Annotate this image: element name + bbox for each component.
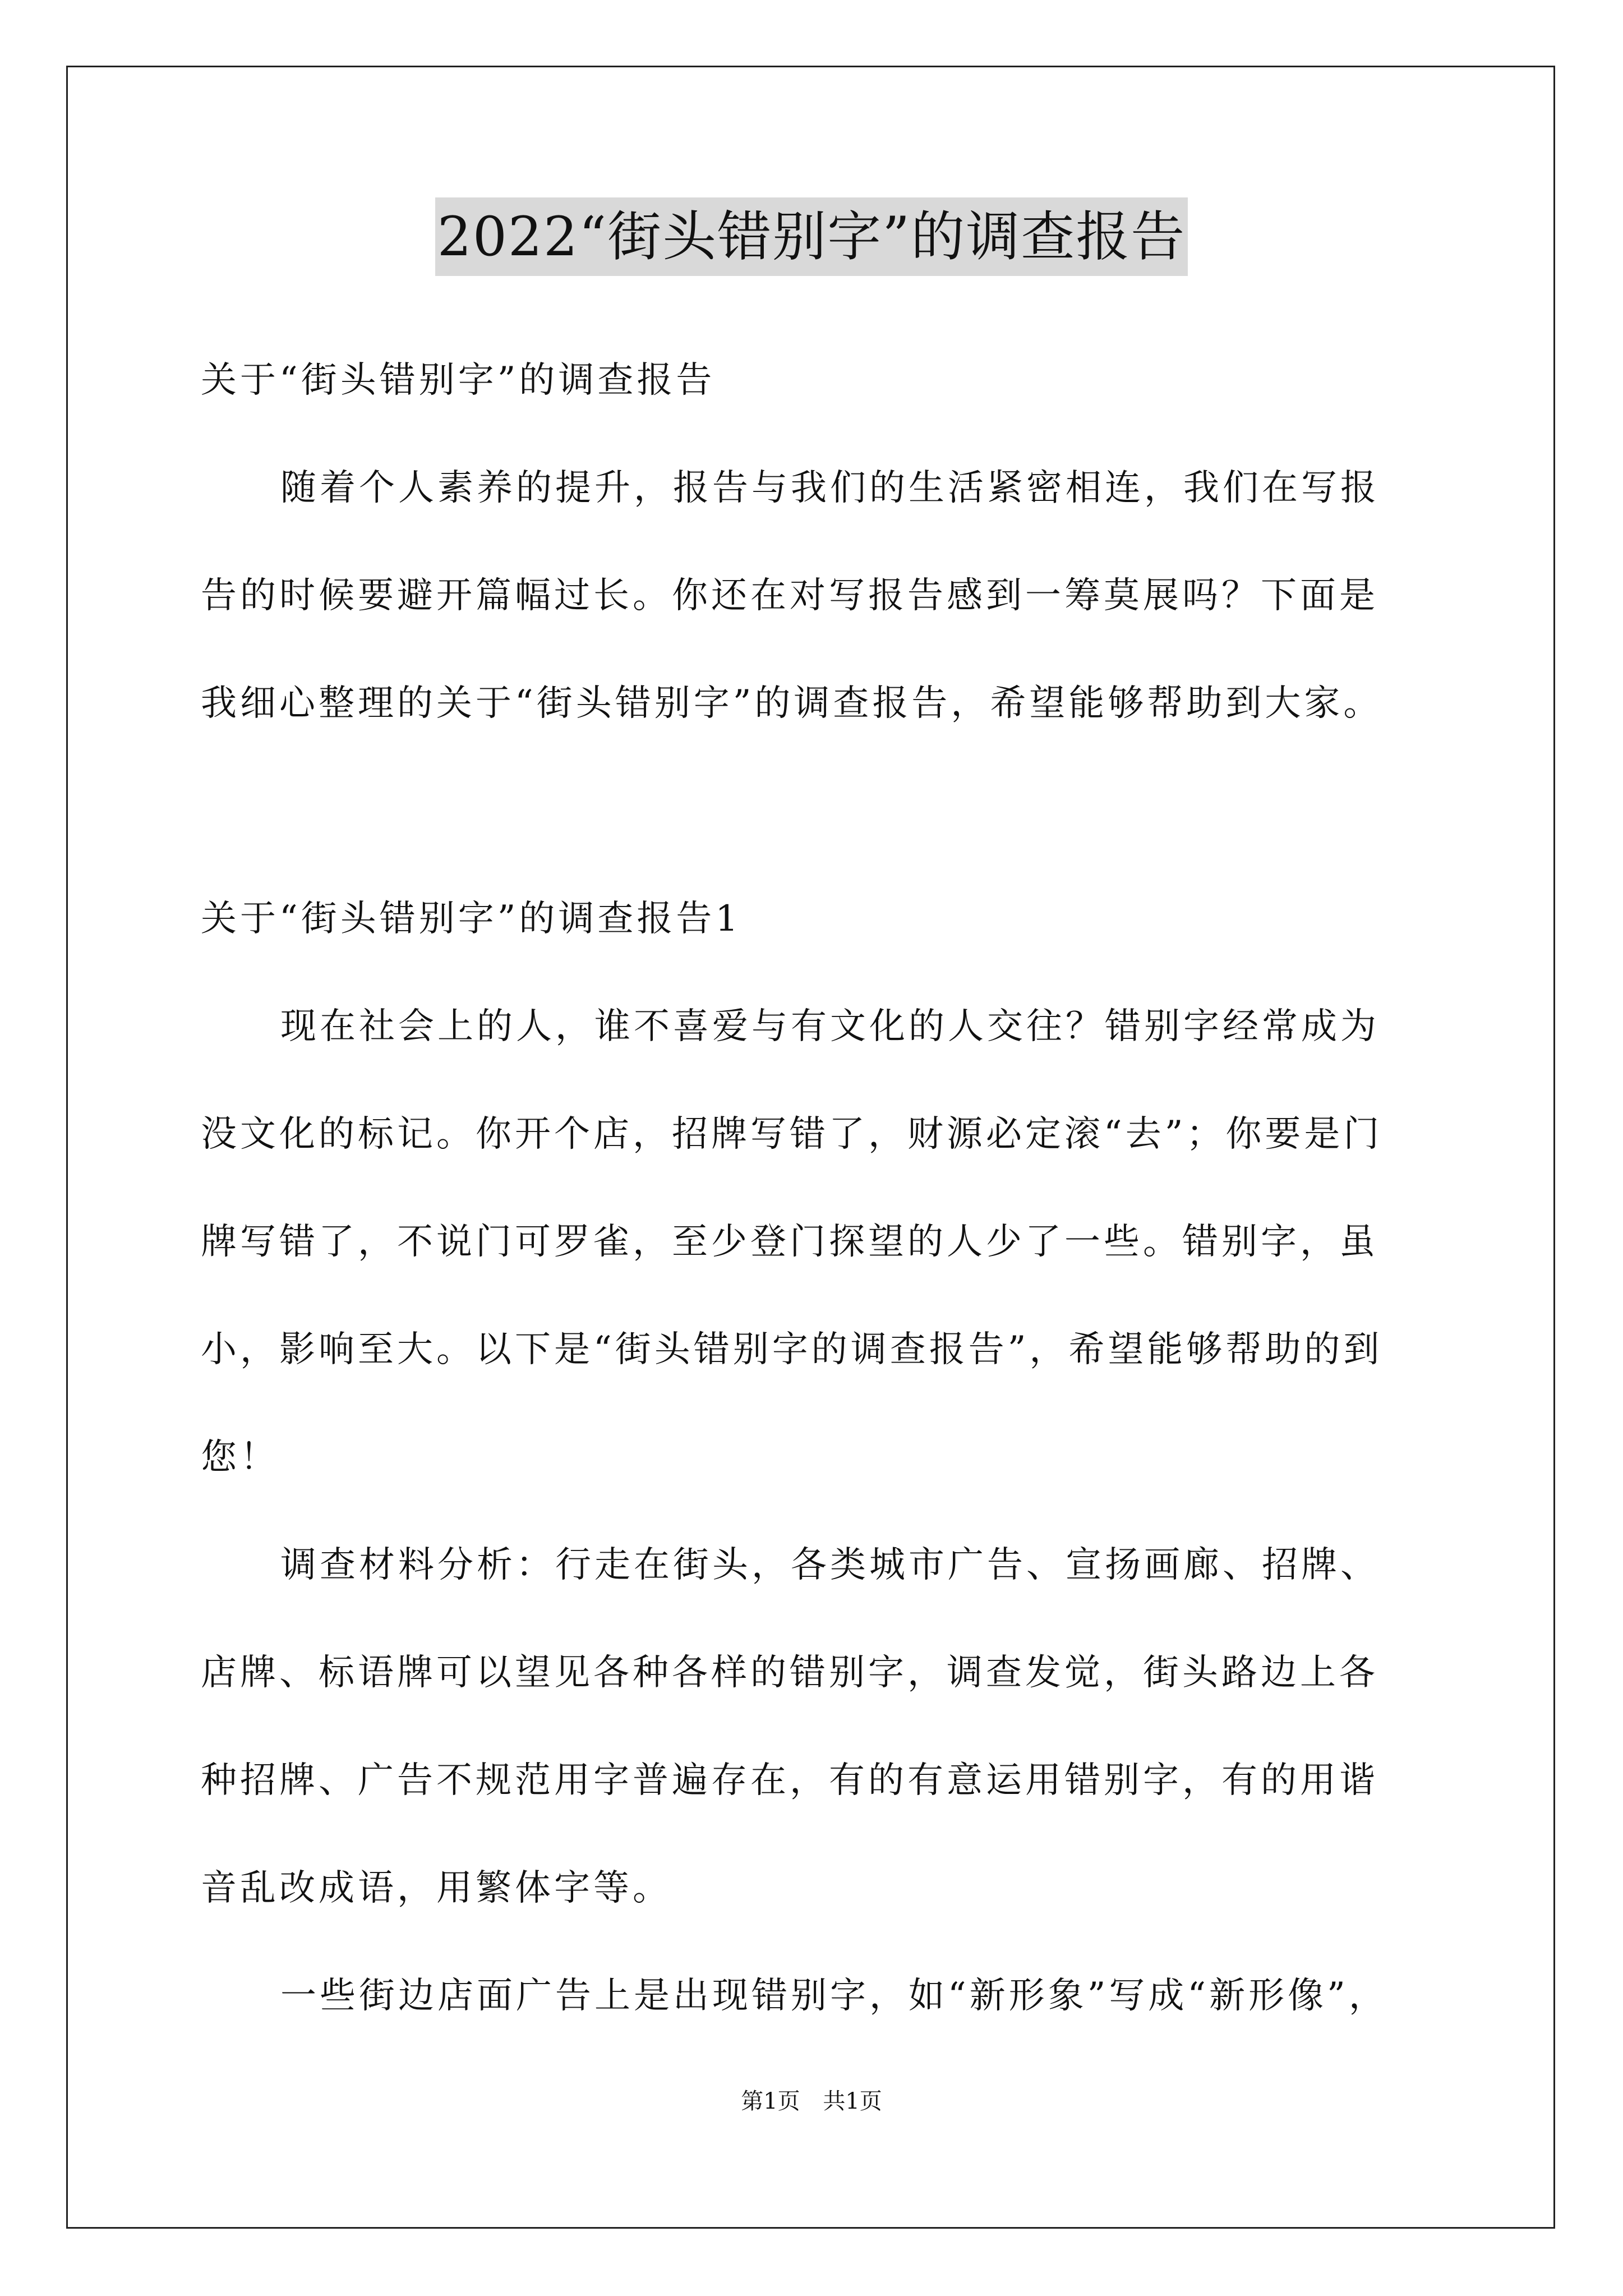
paragraph-line: 一些街边店面广告上是出现错别字，如“新形象”写成“新形像”，	[280, 1975, 1388, 2017]
page-number-total: 共1页	[823, 2088, 882, 2114]
paragraph-line: 随着个人素养的提升，报告与我们的生活紧密相连，我们在写报	[280, 467, 1380, 509]
page-number-current: 第1页	[741, 2088, 800, 2114]
document-title: 2022“街头错别字”的调查报告	[435, 197, 1188, 276]
section-heading: 关于“街头错别字”的调查报告1	[201, 898, 742, 940]
paragraph-line: 小，影响至大。以下是“街头错别字的调查报告”，希望能够帮助的到	[201, 1329, 1383, 1370]
paragraph-line: 店牌、标语牌可以望见各种各样的错别字，调查发觉，街头路边上各	[201, 1652, 1378, 1694]
section-heading: 关于“街头错别字”的调查报告	[201, 360, 716, 401]
paragraph-line: 种招牌、广告不规范用字普遍存在，有的有意运用错别字，有的用谐	[201, 1760, 1378, 1801]
paragraph-line: 我细心整理的关于“街头错别字”的调查报告，希望能够帮助到大家。	[201, 683, 1383, 724]
paragraph-line: 音乱改成语，用繁体字等。	[201, 1867, 672, 1909]
paragraph-line: 牌写错了，不说门可罗雀，至少登门探望的人少了一些。错别字，虽	[201, 1221, 1378, 1263]
title-container	[0, 197, 1623, 276]
paragraph-line: 现在社会上的人，谁不喜爱与有文化的人交往？错别字经常成为	[280, 1006, 1380, 1047]
paragraph-line: 没文化的标记。你开个店，招牌写错了，财源必定滚“去”；你要是门	[201, 1114, 1383, 1155]
paragraph-line: 您！	[201, 1437, 279, 1478]
paragraph-line: 调查材料分析：行走在街头，各类城市广告、宣扬画廊、招牌、	[280, 1544, 1380, 1586]
paragraph-line: 告的时候要避开篇幅过长。你还在对写报告感到一筹莫展吗？下面是	[201, 575, 1378, 616]
page-footer	[0, 2086, 1623, 2117]
